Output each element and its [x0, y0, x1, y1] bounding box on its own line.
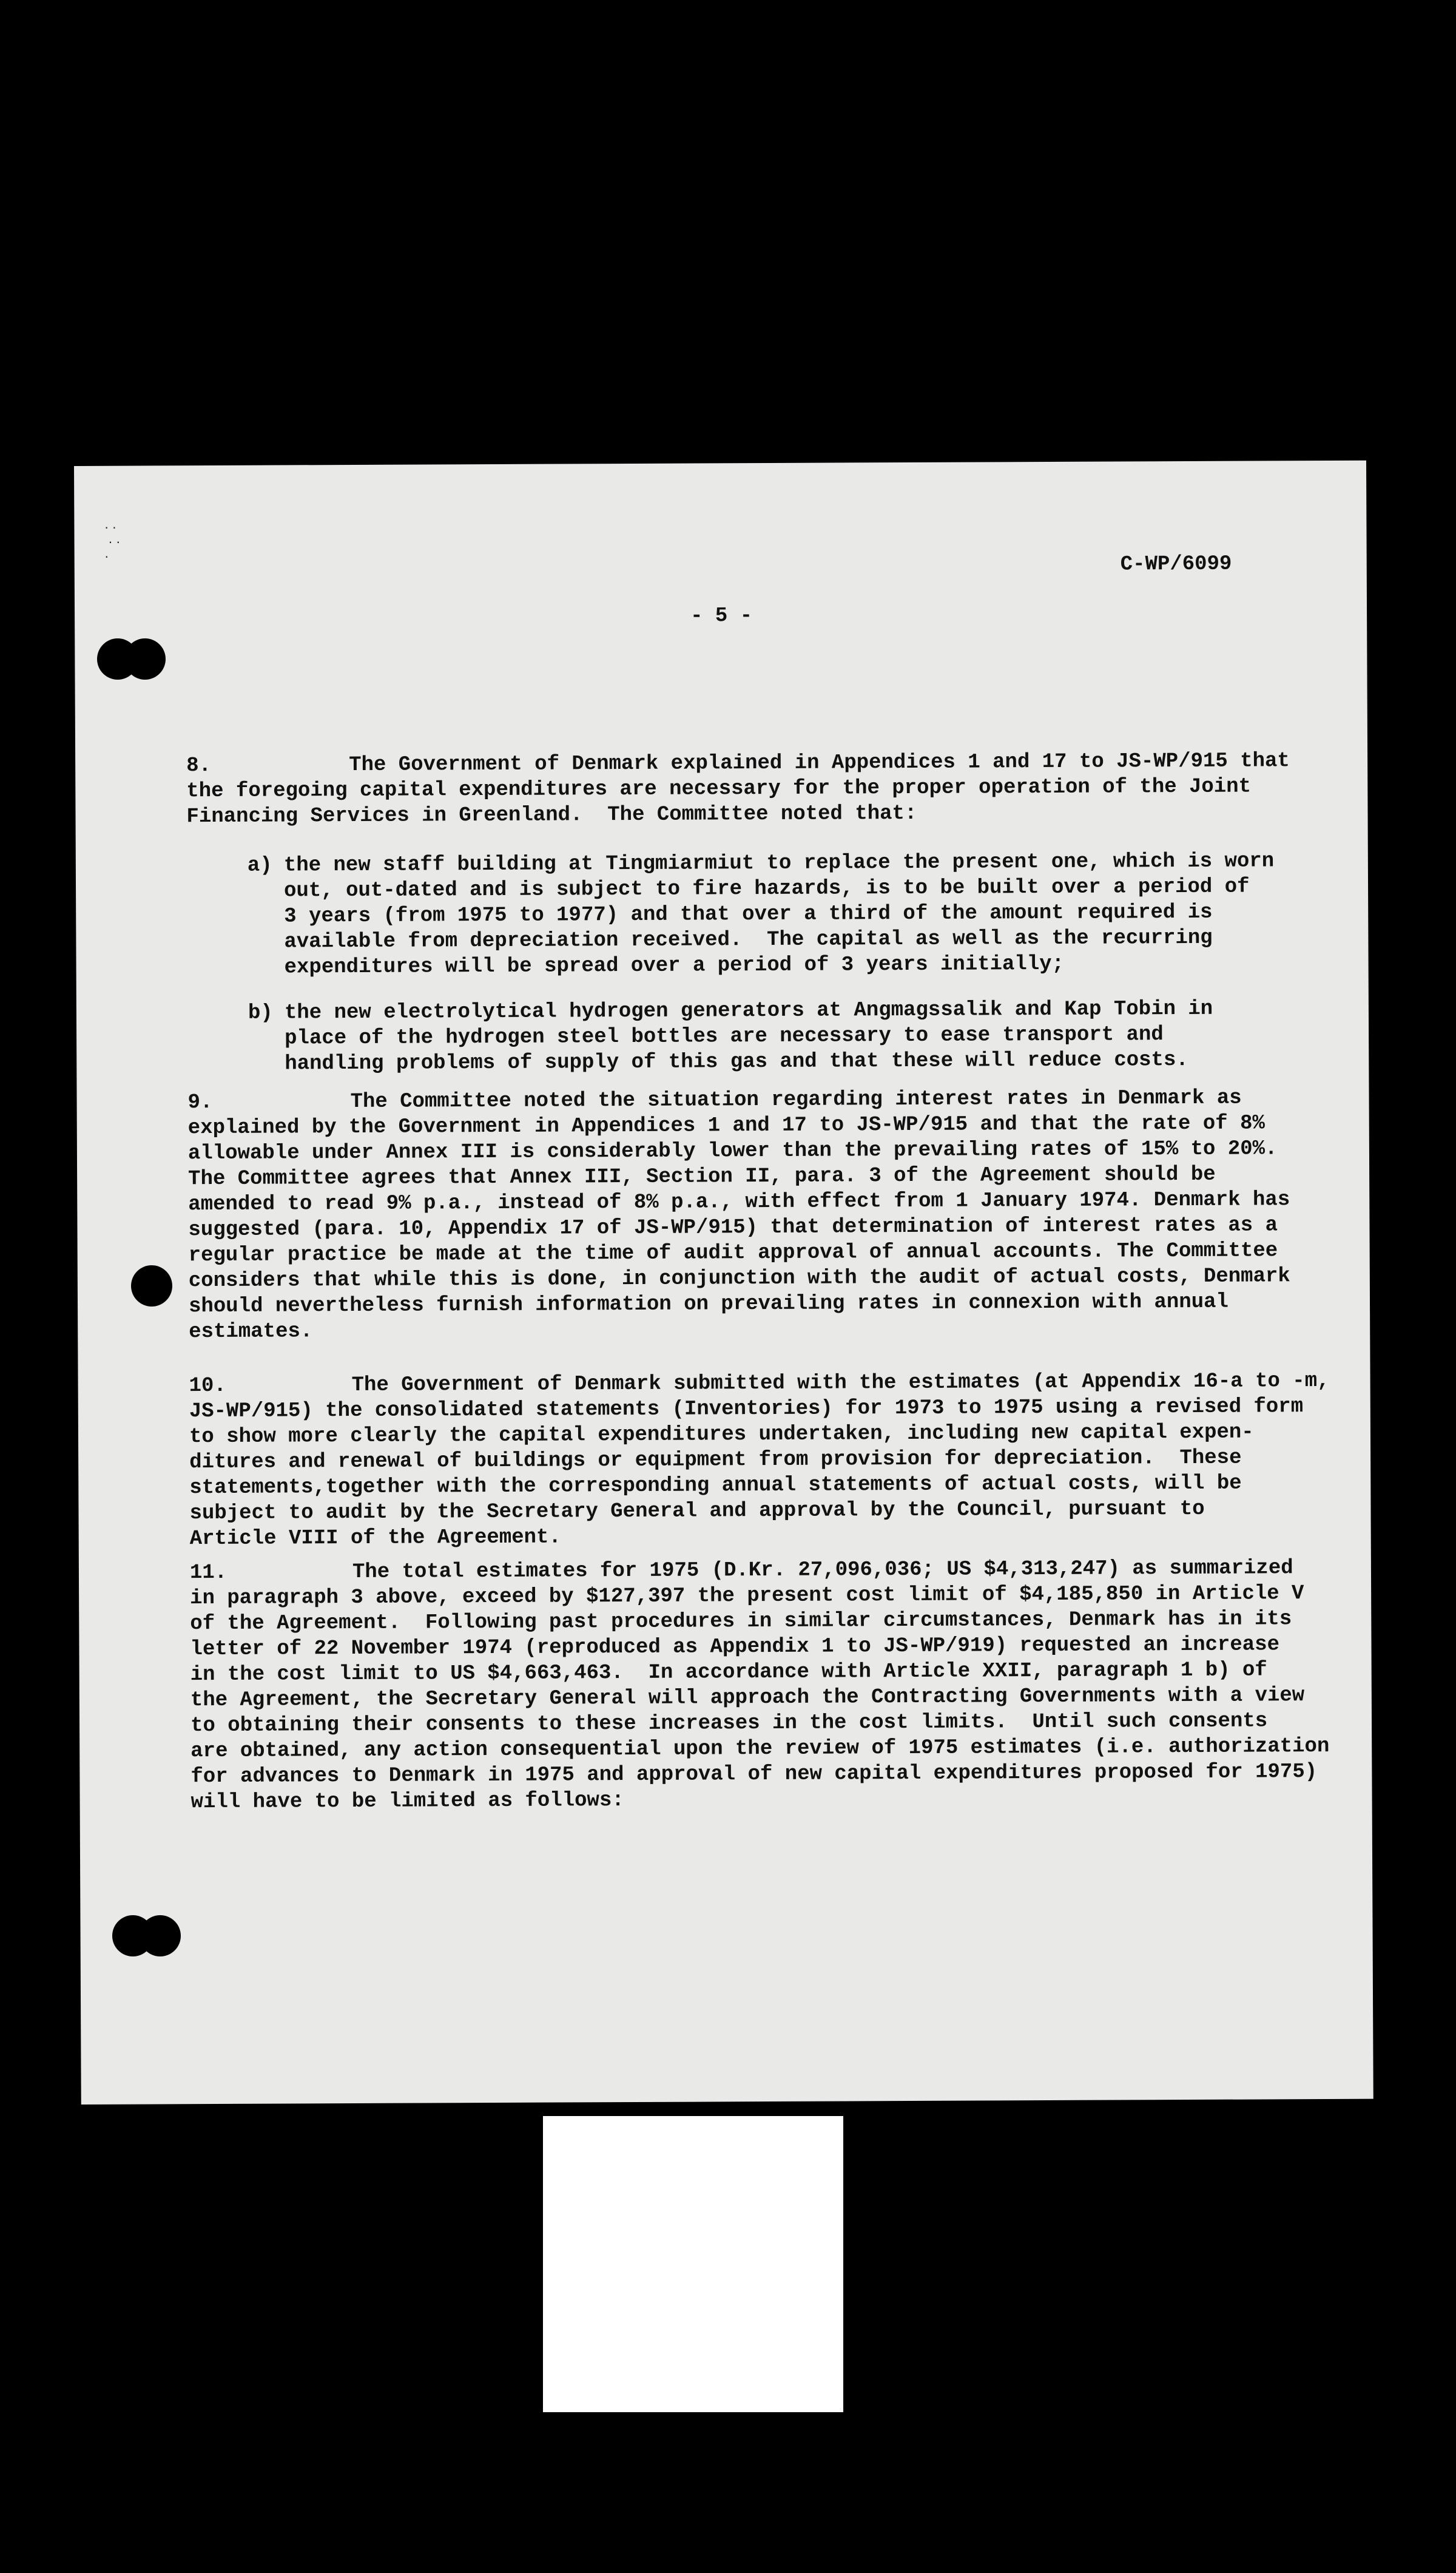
text-line: the new staff building at Tingmiarmiut to replace the present one, which is worn — [283, 850, 1275, 877]
text-line: in the cost limit to US $4,663,463. In accordance with Article XXII, paragraph 1 b) of — [190, 1658, 1267, 1687]
scan-specks: · · · · · — [104, 520, 121, 564]
blank-card — [543, 2116, 843, 2412]
paragraph-number: 8. — [186, 754, 212, 778]
text-line: for advances to Denmark in 1975 and approval of new capital expenditures proposed for 1975) — [190, 1760, 1318, 1789]
text-line: The Government of Denmark explained in Appendices 1 and 17 to JS-WP/915 that — [349, 749, 1290, 777]
text-line: explained by the Government in Appendices 1 and 17 to JS-WP/915 and that the rate of 8% — [187, 1112, 1265, 1140]
text-line: out, out-dated and is subject to fire hazards, is to be built over a period of — [283, 875, 1250, 903]
text-line: to show more clearly the capital expenditures undertaken, including new capital expen- — [189, 1421, 1254, 1449]
text-line: the new electrolytical hydrogen generators at Angmagssalik and Kap Tobin in — [284, 997, 1213, 1025]
text-line: letter of 22 November 1974 (reproduced as Appendix 1 to JS-WP/919) requested an increase — [190, 1633, 1280, 1662]
text-line: the Agreement, the Secretary General will approach the Contracting Governments with a view — [190, 1684, 1305, 1713]
paragraph-number: 9. — [187, 1091, 213, 1115]
punch-hole — [112, 1915, 182, 1956]
text-line: available from depreciation received. The capital as well as the recurring — [284, 926, 1213, 954]
text-line: to obtaining their consents to these increases in the cost limits. Until such consents — [190, 1709, 1268, 1738]
text-line: 3 years (from 1975 to 1977) and that over a third of the amount required is — [284, 901, 1213, 928]
paragraph-number: 10. — [189, 1374, 226, 1398]
text-line: regular practice be made at the time of audit approval of annual accounts. The Committee — [188, 1239, 1278, 1268]
text-line: The Committee agrees that Annex III, Section II, para. 3 of the Agreement should be — [188, 1163, 1216, 1191]
text-line: are obtained, any action consequential upon the review of 1975 estimates (i.e. authorization — [190, 1734, 1330, 1763]
text-line: The Government of Denmark submitted with the estimates (at Appendix 16-a to -m, — [351, 1369, 1330, 1398]
text-line: amended to read 9% p.a., instead of 8% p.a., with effect from 1 January 1974. Denmark has — [188, 1188, 1290, 1217]
text-line: Financing Services in Greenland. The Committee noted that: — [186, 802, 917, 829]
text-line: place of the hydrogen steel bottles are necessary to ease transport and — [285, 1023, 1164, 1050]
text-line: should nevertheless furnish information on prevailing rates in connexion with annual — [188, 1290, 1229, 1319]
text-line: ditures and renewal of buildings or equipment from provision for depreciation. These — [189, 1446, 1242, 1475]
paragraph-number: 11. — [189, 1561, 228, 1585]
text-line: suggested (para. 10, Appendix 17 of JS-WP/915) that determination of interest rates as a — [188, 1214, 1278, 1242]
text-line: The total estimates for 1975 (D.Kr. 27,096,036; US $4,313,247) as summarized — [352, 1557, 1293, 1584]
punch-hole — [97, 638, 167, 680]
document-reference: C-WP/6099 — [1120, 552, 1232, 576]
text-line: considers that while this is done, in conjunction with the audit of actual costs, Denmark — [188, 1265, 1290, 1293]
item-label: b) — [248, 1001, 273, 1025]
punch-hole — [131, 1265, 172, 1307]
text-line: subject to audit by the Secretary General and approval by the Council, pursuant to — [189, 1497, 1205, 1526]
text-line: the foregoing capital expenditures are necessary for the proper operation of the Joint — [186, 775, 1252, 803]
text-line: expenditures will be spread over a period of 3 years initially; — [284, 952, 1065, 979]
text-line: estimates. — [189, 1320, 313, 1344]
text-line: allowable under Annex III is considerably lower than the prevailing rates of 15% to 20%. — [187, 1137, 1278, 1166]
text-line: statements,together with the corresponding annual statements of actual costs, will be — [189, 1472, 1242, 1500]
text-line: Article VIII of the Agreement. — [189, 1526, 561, 1551]
text-line: will have to be limited as follows: — [190, 1789, 624, 1814]
item-label: a) — [247, 854, 272, 877]
text-line: of the Agreement. Following past procedures in similar circumstances, Denmark has in its — [190, 1608, 1292, 1636]
text-line: handling problems of supply of this gas and that these will reduce costs. — [285, 1048, 1188, 1076]
page-number: - 5 - — [690, 604, 753, 628]
text-line: in paragraph 3 above, exceed by $127,397 the present cost limit of $4,185,850 in Article V — [190, 1582, 1304, 1611]
text-line: JS-WP/915) the consolidated statements (Inventories) for 1973 to 1975 using a revised form — [189, 1395, 1304, 1424]
document-page — [74, 461, 1373, 2105]
text-line: The Committee noted the situation regarding interest rates in Denmark as — [350, 1086, 1242, 1114]
